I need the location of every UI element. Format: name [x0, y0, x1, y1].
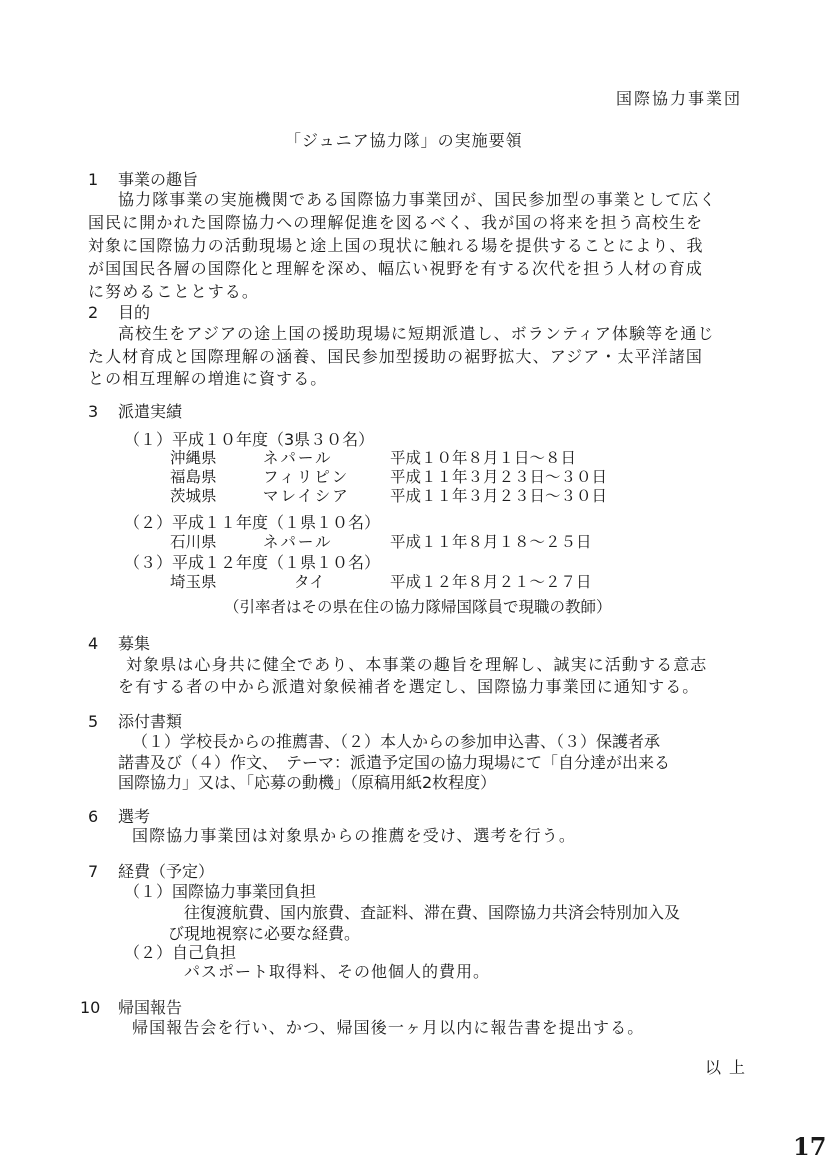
- page-number: 17: [793, 1132, 827, 1161]
- section-5-number: 5: [88, 712, 99, 731]
- section-2-line: 高校生をアジアの途上国の援助現場に短期派遣し、ボランティア体験等を通じ: [118, 324, 715, 343]
- dispatch-prefecture: 茨城県: [170, 487, 217, 505]
- escort-note: （引率者はその県在住の協力隊帰国隊員で現職の教師）: [224, 598, 612, 616]
- section-3-number: 3: [88, 402, 99, 421]
- year-label: （１）平成１０年度（3県３０名）: [124, 430, 375, 449]
- section-10-line: 帰国報告会を行い、かつ、帰国後一ヶ月以内に報告書を提出する。: [132, 1018, 645, 1037]
- dispatch-period: 平成１１年３月２３日～３０日: [390, 468, 608, 486]
- section-10-number: 10: [80, 998, 101, 1017]
- section-1-line: に努めることとする。: [88, 282, 260, 301]
- dispatch-prefecture: 埼玉県: [170, 573, 217, 591]
- expense-sub-label: （１）国際協力事業団負担: [124, 882, 317, 901]
- dispatch-period: 平成１２年８月２１～２７日: [390, 573, 592, 591]
- expense-line: パスポート取得料、その他個人的費用。: [184, 962, 491, 981]
- year-label: （２）平成１１年度（１県１０名）: [124, 513, 381, 532]
- section-6-heading: 選考: [118, 807, 151, 826]
- year-label: （３）平成１２年度（１県１０名）: [124, 553, 381, 572]
- section-5-heading: 添付書類: [118, 712, 183, 731]
- section-1-line: 国民に開かれた国際協力への理解促進を図るべく、我が国の将来を担う高校生を: [88, 213, 704, 232]
- section-4-line: 対象県は心身共に健全であり、本事業の趣旨を理解し、誠実に活動する意志: [126, 655, 708, 674]
- section-4-heading: 募集: [118, 634, 151, 653]
- section-5-line: （１）学校長からの推薦書、（２）本人からの参加申込書、（３）保護者承: [132, 732, 661, 751]
- section-2-number: 2: [88, 303, 99, 322]
- document-title: 「ジュニア協力隊」の実施要領: [285, 131, 523, 150]
- dispatch-country: ネパール: [263, 533, 333, 551]
- section-1-line: 対象に国際協力の活動現場と途上国の現状に触れる場を提供することにより、我: [88, 236, 704, 255]
- section-1-number: 1: [88, 170, 99, 189]
- section-6-line: 国際協力事業団は対象県からの推薦を受け、選考を行う。: [132, 826, 576, 845]
- section-4-line: を有する者の中から派遣対象候補者を選定し、国際協力事業団に通知する。: [118, 677, 700, 696]
- dispatch-period: 平成１１年８月１８～２５日: [390, 533, 592, 551]
- section-2-line: との相互理解の増進に資する。: [88, 369, 328, 388]
- section-3-heading: 派遣実績: [118, 402, 183, 421]
- dispatch-period: 平成１１年３月２３日～３０日: [390, 487, 608, 505]
- dispatch-period: 平成１０年８月１日～８日: [390, 449, 577, 467]
- dispatch-prefecture: 石川県: [170, 533, 217, 551]
- section-10-heading: 帰国報告: [118, 998, 183, 1017]
- section-5-line: 諾書及び（４）作文、 テーマ：派遣予定国の協力現場にて「自分達が出来る: [118, 753, 671, 772]
- dispatch-country: フィリピン: [263, 468, 350, 486]
- dispatch-prefecture: 福島県: [170, 468, 217, 486]
- dispatch-prefecture: 沖縄県: [170, 449, 217, 467]
- section-2-line: た人材育成と国際理解の涵養、国民参加型援助の裾野拡大、アジア・太平洋諸国: [88, 347, 703, 366]
- section-7-heading: 経費（予定）: [118, 862, 215, 881]
- section-1-line: 協力隊事業の実施機関である国際協力事業団が、国民参加型の事業として広く: [118, 190, 717, 209]
- section-1-line: が国国民各層の国際化と理解を深め、幅広い視野を有する次代を担う人材の育成: [88, 259, 703, 278]
- section-2-heading: 目的: [118, 303, 151, 322]
- organization-name: 国際協力事業団: [616, 89, 743, 108]
- section-4-number: 4: [88, 634, 99, 653]
- dispatch-country: タイ: [294, 573, 325, 591]
- closing-mark: 以上: [705, 1058, 754, 1077]
- section-6-number: 6: [88, 807, 99, 826]
- expense-line: び現地視察に必要な経費。: [168, 924, 361, 943]
- section-1-heading: 事業の趣旨: [118, 170, 199, 189]
- dispatch-country: ネパール: [263, 449, 333, 467]
- section-7-number: 7: [88, 862, 99, 881]
- section-5-line: 国際協力」又は、「応募の動機」（原稿用紙2枚程度）: [118, 773, 497, 792]
- expense-line: 往復渡航費、国内旅費、査証料、滞在費、国際協力共済会特別加入及: [184, 903, 681, 922]
- dispatch-country: マレイシア: [263, 487, 350, 505]
- expense-sub-label: （２）自己負担: [124, 943, 237, 962]
